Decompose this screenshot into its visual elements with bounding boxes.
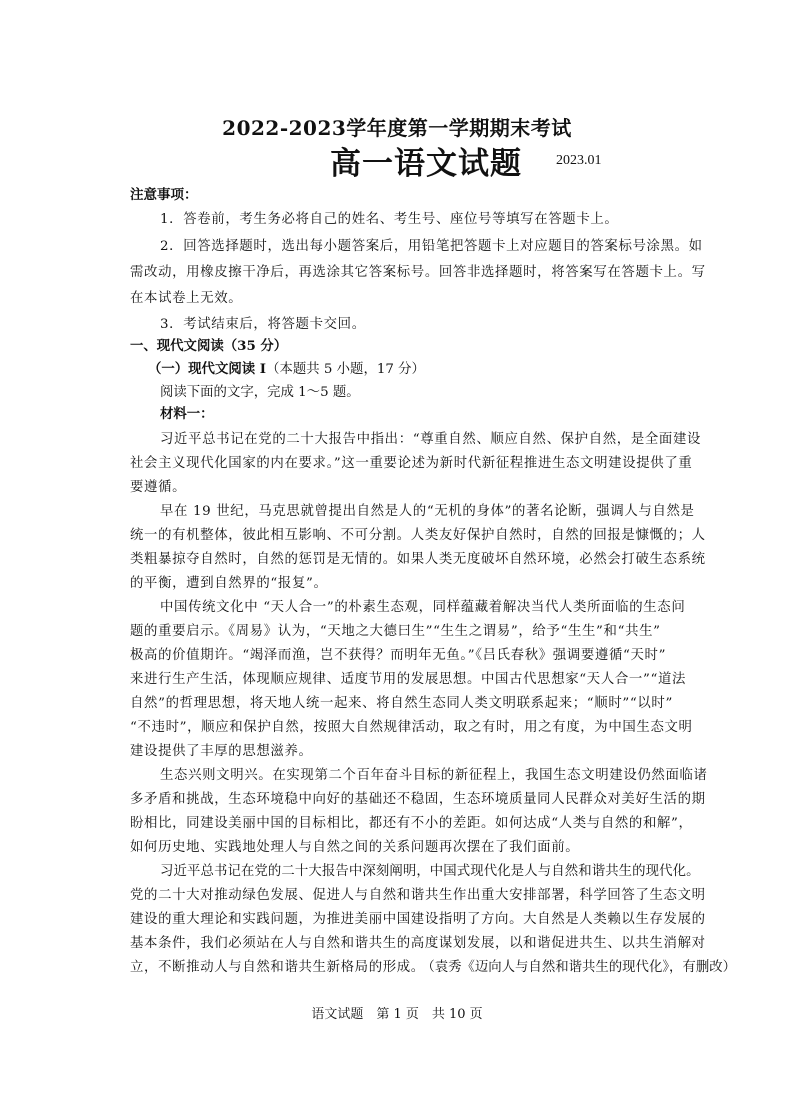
- notice-item-2-line-1: 2．回答选择题时，选出每小题答案后，用铅笔把答题卡上对应题目的答案标号涂黑。如: [160, 239, 703, 254]
- passage-line: “不违时”，顺应和保护自然，按照大自然规律活动，取之有时，用之有度，为中国生态文明: [130, 720, 693, 735]
- reading-instruction: 阅读下面的文字，完成 1～5 题。: [160, 385, 360, 400]
- notice-heading: 注意事项：: [130, 187, 198, 203]
- passage-line: 建设的重大理论和实践问题，为推进美丽中国建设指明了方向。大自然是人类赖以生存发展的: [130, 912, 706, 927]
- subsection-heading-row: [148, 358, 425, 377]
- exam-title: 2022-2023学年度第一学期期末考试: [222, 116, 572, 140]
- section-heading: 一、现代文阅读（35 分）: [130, 338, 288, 354]
- passage-source: （袁秀《迈向人与自然和谐共生的现代化》，有删改）: [421, 960, 736, 975]
- material-label: 材料一：: [160, 406, 214, 422]
- notice-item-2-line-2: 需改动，用橡皮擦干净后，再选涂其它答案标号。回答非选择题时，将答案写在答题卡上。写: [130, 265, 706, 280]
- passage-line: 社会主义现代化国家的内在要求。”这一重要论述为新时代新征程推进生态文明建设提供了重: [130, 456, 693, 471]
- passage-line: 立，不断推动人与自然和谐共生新格局的形成。: [130, 960, 425, 975]
- passage-line: 盼相比，同建设美丽中国的目标相比，都还有不小的差距。如何达成“人类与自然的和解”，: [130, 816, 693, 831]
- passage-line: 统一的有机整体，彼此相互影响、不可分割。人类友好保护自然时，自然的回报是慷慨的；人: [130, 528, 706, 543]
- passage-line: 基本条件，我们必须站在人与自然和谐共生的高度谋划发展，以和谐促进共生、以共生消解对: [130, 936, 706, 951]
- passage-line: 多矛盾和挑战，生态环境稳中向好的基础还不稳固，生态环境质量同人民群众对美好生活的期: [130, 792, 706, 807]
- subsection-heading: （一）现代文阅读 I: [148, 361, 267, 377]
- passage-line: 要遵循。: [130, 480, 187, 495]
- subject-title: 高一语文试题: [330, 146, 522, 182]
- passage-line: 极高的价值期许。“竭泽而渔，岂不获得？而明年无鱼。”《吕氏春秋》强调要遵循“天时”: [130, 648, 667, 663]
- passage-line: 如何历史地、实践地处理人与自然之间的关系问题再次摆在了我们面前。: [130, 840, 580, 855]
- passage-line: 建设提供了丰厚的思想滋养。: [130, 744, 313, 759]
- subsection-note: （本题共 5 小题，17 分）: [266, 362, 425, 377]
- notice-item-2-line-3: 在本试卷上无效。: [130, 291, 243, 306]
- subject-title-row: [0, 138, 794, 182]
- passage-line: 生态兴则文明兴。在实现第二个百年奋斗目标的新征程上，我国生态文明建设仍然面临诸: [160, 768, 708, 783]
- passage-line: 习近平总书记在党的二十大报告中深刻阐明，中国式现代化是人与自然和谐共生的现代化。: [160, 864, 700, 879]
- passage-line: 早在 19 世纪，马克思就曾提出自然是人的“无机的身体”的著名论断，强调人与自然是: [160, 504, 695, 519]
- passage-line: 类粗暴掠夺自然时，自然的惩罚是无情的。如果人类无度破坏自然环境，必然会打破生态系统: [130, 552, 706, 567]
- passage-line: 题的重要启示。《周易》认为，“天地之大德曰生”“生生之谓易”，给予“生生”和“共生”: [130, 624, 661, 639]
- passage-line: 党的二十大对推动绿色发展、促进人与自然和谐共生作出重大安排部署，科学回答了生态文明: [130, 888, 706, 903]
- passage-line: 的平衡，遭到自然界的“报复”。: [130, 576, 328, 591]
- passage-line: 中国传统文化中 “天人合一”的朴素生态观，同样蕴藏着解决当代人类所面临的生态问: [160, 600, 686, 615]
- page-footer: 语文试题 第 1 页 共 10 页: [311, 1007, 483, 1022]
- passage-line: 自然”的哲理思想，将天地人统一起来、将自然生态同人类文明联系起来；“顺时”“以时”: [130, 696, 673, 711]
- notice-item-1: 1．答卷前，考生务必将自己的姓名、考生号、座位号等填写在答题卡上。: [160, 212, 619, 227]
- passage-line: 习近平总书记在党的二十大报告中指出：“尊重自然、顺应自然、保护自然，是全面建设: [160, 432, 702, 447]
- notice-item-3: 3．考试结束后，将答题卡交回。: [160, 317, 366, 332]
- exam-date: 2023.01: [556, 153, 602, 168]
- passage-line: 来进行生产生活，体现顺应规律、适度节用的发展思想。中国古代思想家“天人合一”“道法: [130, 672, 687, 687]
